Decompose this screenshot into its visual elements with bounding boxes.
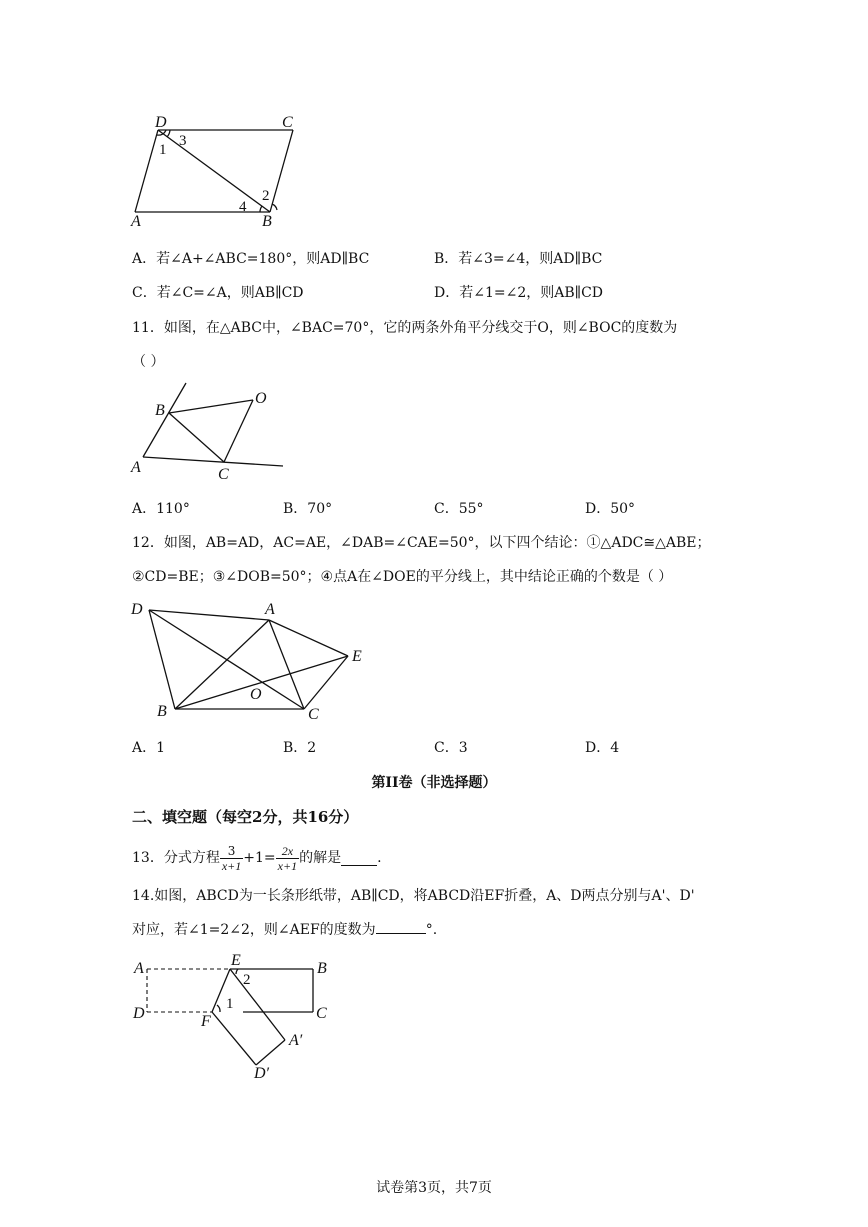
q12-label-A: A bbox=[265, 601, 275, 618]
q12-label-D: D bbox=[131, 601, 143, 618]
q14-line2-prefix: 对应，若∠1=2∠2，则∠AEF的度数为 bbox=[132, 922, 376, 938]
q14-label-D: D bbox=[133, 1005, 145, 1022]
q14-angle-2: 2 bbox=[243, 972, 251, 988]
q12-option-a: A．1 bbox=[132, 740, 166, 756]
q10-option-d: D．若∠1=∠2，则AB∥CD bbox=[434, 285, 604, 301]
q11-option-b: B．70° bbox=[283, 501, 333, 517]
q13-suffix: 的解是 bbox=[299, 850, 342, 866]
q11-stem: 11．如图，在△ABC中，∠BAC=70°，它的两条外角平分线交于O，则∠BOC的度数为 bbox=[132, 320, 678, 336]
q14-line1: 14.如图，ABCD为一长条形纸带，AB∥CD，将ABCD沿EF折叠，A、D两点分别与A'、D' bbox=[132, 888, 695, 904]
q10-angle-2: 2 bbox=[262, 188, 270, 204]
q10-option-b: B．若∠3=∠4，则AD∥BC bbox=[434, 251, 603, 267]
q10-option-c: C．若∠C=∠A，则AB∥CD bbox=[132, 285, 304, 301]
q12-label-C: C bbox=[308, 706, 319, 723]
q13-frac1-den: x+1 bbox=[221, 858, 242, 873]
q11-label-C: C bbox=[218, 466, 229, 483]
q11-label-B: B bbox=[155, 402, 165, 419]
q14-label-B: B bbox=[317, 960, 327, 977]
q10-label-C: C bbox=[282, 114, 293, 131]
q14-label-C: C bbox=[316, 1005, 327, 1022]
q14-label-A-prime: A′ bbox=[289, 1032, 303, 1049]
q12-option-c: C．3 bbox=[434, 740, 468, 756]
q13-frac2-den: x+1 bbox=[277, 858, 298, 873]
q12-label-B: B bbox=[157, 703, 167, 720]
q10-option-a: A．若∠A+∠ABC=180°，则AD∥BC bbox=[132, 251, 370, 267]
q10-angle-3: 3 bbox=[179, 133, 187, 149]
q14-angle-1: 1 bbox=[226, 996, 234, 1012]
q11-label-A: A bbox=[131, 459, 141, 476]
q11-option-a: A．110° bbox=[132, 501, 190, 517]
q11-paren: （ ） bbox=[132, 354, 165, 370]
q10-angle-1: 1 bbox=[159, 142, 167, 158]
q13-frac2-num: 2x bbox=[276, 844, 299, 859]
q12-stem-line1: 12．如图，AB=AD，AC=AE，∠DAB=∠CAE=50°，以下四个结论：①△ADC≅△ABE； bbox=[132, 535, 711, 551]
page-footer: 试卷第3页，共7页 bbox=[376, 1180, 492, 1196]
q13-end: . bbox=[377, 850, 382, 866]
q13-middle: +1= bbox=[243, 850, 276, 866]
q13-frac1-num: 3 bbox=[220, 844, 243, 859]
q13-prefix: 13．分式方程 bbox=[132, 850, 220, 866]
q14-label-E: E bbox=[231, 952, 241, 969]
q11-option-c: C．55° bbox=[434, 501, 484, 517]
q10-label-A: A bbox=[131, 213, 141, 230]
q12-label-E: E bbox=[352, 648, 362, 665]
q12-option-b: B．2 bbox=[283, 740, 317, 756]
q11-label-O: O bbox=[255, 390, 267, 407]
q14-line2-suffix: °. bbox=[425, 922, 438, 938]
section-heading: 二、填空题（每空2分，共16分） bbox=[132, 808, 359, 826]
q14-label-A: A bbox=[134, 960, 144, 977]
q12-label-O: O bbox=[250, 686, 262, 703]
q10-angle-4: 4 bbox=[239, 199, 247, 215]
q12-option-d: D．4 bbox=[585, 740, 620, 756]
q11-option-d: D．50° bbox=[585, 501, 636, 517]
volume-title: 第II卷（非选择题） bbox=[371, 775, 497, 791]
q14-label-D-prime: D′ bbox=[254, 1065, 270, 1082]
q10-label-D: D bbox=[155, 114, 167, 131]
q10-label-B: B bbox=[262, 213, 272, 230]
q12-stem-line2: ②CD=BE；③∠DOB=50°；④点A在∠DOE的平分线上，其中结论正确的个数是（ ） bbox=[132, 569, 673, 585]
q14-label-F: F bbox=[201, 1013, 211, 1030]
